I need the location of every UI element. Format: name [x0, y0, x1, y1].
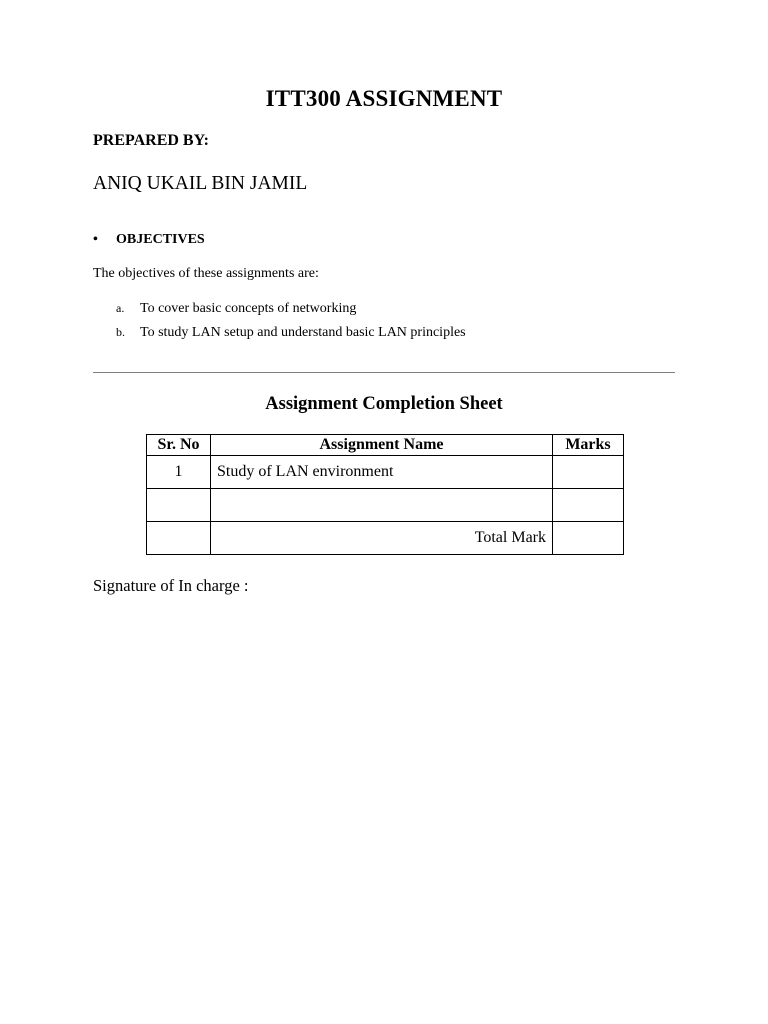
objective-marker: b.: [116, 325, 125, 339]
bullet-icon: •: [93, 232, 98, 247]
prepared-by-label: PREPARED BY:: [93, 132, 210, 149]
header-assignment-name: Assignment Name: [211, 435, 553, 456]
total-mark-label: Total Mark: [211, 522, 553, 555]
objectives-list: [116, 299, 466, 347]
objective-item: [116, 299, 466, 323]
document-title: ITT300 ASSIGNMENT: [265, 86, 503, 111]
signature-label: Signature of In charge :: [93, 576, 249, 595]
objective-text: To cover basic concepts of networking: [140, 301, 357, 316]
total-mark-value: [553, 522, 624, 555]
cell-total-empty: [147, 522, 211, 555]
completion-table: [146, 434, 624, 555]
cell-assignment-name: Study of LAN environment: [211, 456, 553, 489]
table-total-row: [147, 522, 624, 555]
objectives-heading-text: OBJECTIVES: [116, 232, 205, 247]
cell-marks: [553, 489, 624, 522]
cell-sr-no: [147, 489, 211, 522]
header-sr-no: Sr. No: [147, 435, 211, 456]
cell-assignment-name: [211, 489, 553, 522]
table-row: [147, 456, 624, 489]
author-name: ANIQ UKAIL BIN JAMIL: [93, 173, 308, 194]
objectives-heading: [93, 232, 205, 248]
objective-marker: a.: [116, 301, 125, 315]
horizontal-divider: [93, 372, 675, 373]
table-row: [147, 489, 624, 522]
completion-sheet-title: Assignment Completion Sheet: [265, 394, 503, 414]
objective-item: [116, 323, 466, 347]
cell-sr-no: 1: [147, 456, 211, 489]
objectives-intro: The objectives of these assignments are:: [93, 266, 319, 281]
table-header-row: [147, 435, 624, 456]
header-marks: Marks: [553, 435, 624, 456]
objective-text: To study LAN setup and understand basic LAN principles: [140, 325, 466, 340]
cell-marks: [553, 456, 624, 489]
